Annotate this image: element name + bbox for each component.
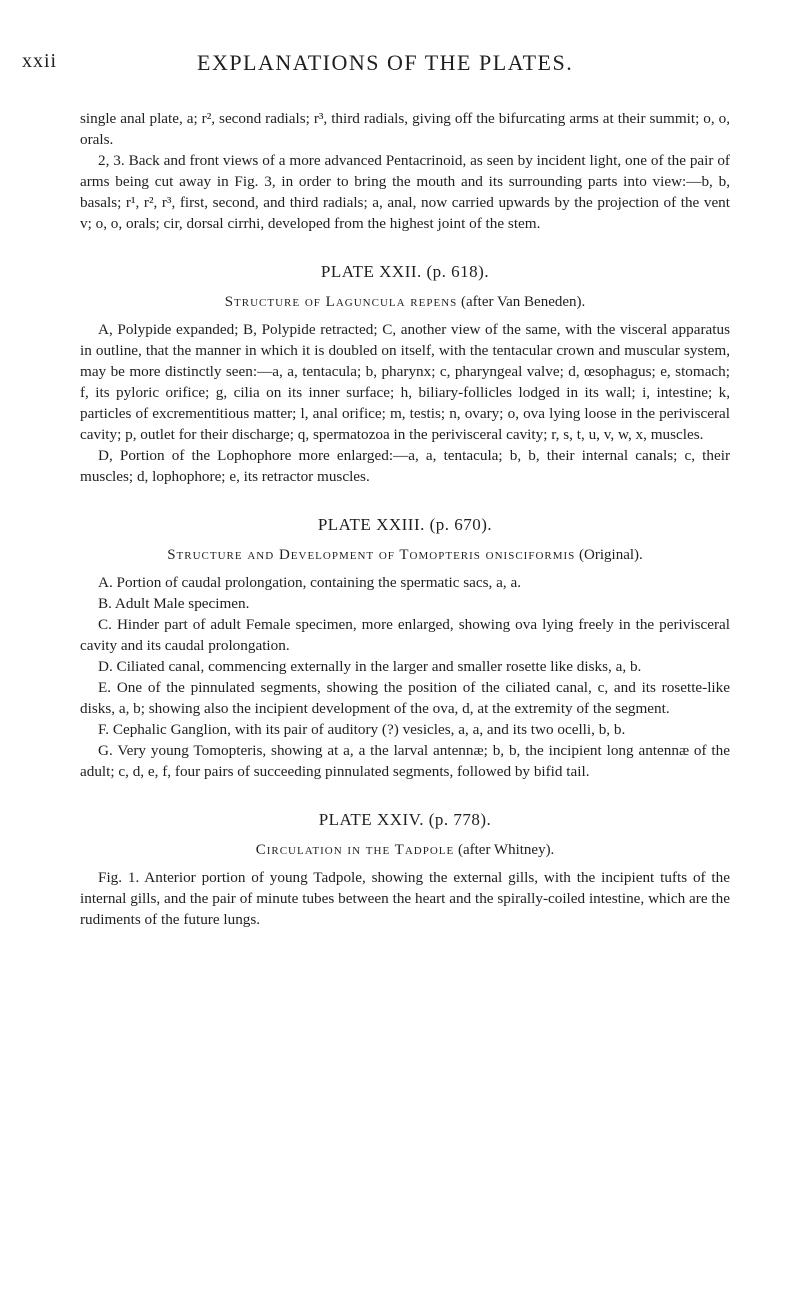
plate-xxiv-subtitle-sc: Circulation in the Tadpole	[255, 842, 455, 858]
intro-paragraph-1: single anal plate, a; r², second radials; r³, third radials, giving off the bifurcating arms at their summit; o, o, orals.	[80, 110, 730, 148]
plate-xxiii-paragraph: D. Ciliated canal, commencing externally in the larger and smaller rosette like disks, a, b.	[98, 658, 642, 675]
plate-xxiii-subtitle-credit: (Original).	[579, 547, 643, 563]
plate-xxiii-paragraph: C. Hinder part of adult Female specimen, more enlarged, showing ova lying freely in the perivisceral cavity and its caudal prolongation.	[80, 616, 730, 654]
plate-xxiv-subtitle-credit: (after Whitney).	[457, 842, 555, 858]
plate-xxii-title: PLATE XXII. (p. 618).	[320, 262, 490, 281]
plate-xxiii-subtitle-sc: Structure and Development of Tomopteris onisciformis	[167, 547, 576, 563]
folio: xxii	[22, 50, 58, 72]
running-head	[22, 50, 730, 78]
running-title: EXPLANATIONS OF THE PLATES.	[197, 50, 574, 75]
plate-xxiv-subtitle	[80, 842, 730, 859]
plate-xxii-paragraph: A, Polypide expanded; B, Polypide retracted; C, another view of the same, with the visceral apparatus in outline, that the manner in which it is doubled on itself, with the tentacular crown and muscular system, may be more distinctly seen:—a, a, tentacula; b, pharynx; c, pharyngeal valve; d, œsophagus; e, stomach; f, its pyloric orifice; g, cilia on its inner surface; h, biliary-follicles lodged in its wall; i, intestine; k, particles of excrementitious matter; l, anal orifice; m, testis; n, ovary; o, ova lying loose in the perivisceral cavity; p, outlet for their discharge; q, spermatozoa in the perivisceral cavity; r, s, t, u, v, w, x, muscles.	[80, 321, 730, 443]
plate-xxiv-title: PLATE XXIV. (p. 778).	[318, 810, 492, 829]
plate-xxii-subtitle-sc: Structure of Lagunculа repens	[224, 294, 458, 310]
plate-xxiv-paragraph: Fig. 1. Anterior portion of young Tadpole, showing the external gills, with the incipient tufts of the internal gills, and the pair of minute tubes between the heart and the spirally-coiled intestine, which are the rudiments of the future lungs.	[80, 869, 730, 928]
plate-xxiii-title: PLATE XXIII. (p. 670).	[317, 515, 493, 534]
intro-paragraph-2: 2, 3. Back and front views of a more advanced Pentacrinoid, as seen by incident light, one of the pair of arms being cut away in Fig. 3, in order to bring the mouth and its surrounding parts into view:—b, b, basals; r¹, r², r³, first, second, and third radials; a, anal, now carried upwards by the projection of the vent v; o, o, orals; cir, dorsal cirrhi, developed from the highest joint of the stem.	[80, 152, 730, 232]
page	[22, 50, 730, 930]
plate-xxii-subtitle-credit: (after Van Beneden).	[461, 294, 586, 310]
plate-xxiii-paragraph: G. Very young Tomopteris, showing at a, a the larval antennæ; b, b, the incipient long antennæ of the adult; c, d, e, f, four pairs of succeeding pinnulated segments, followed by bifid tail.	[80, 742, 730, 780]
plate-xxiii-paragraph: A. Portion of caudal prolongation, containing the spermatic sacs, a, a.	[98, 574, 522, 591]
plate-xxiii-paragraph: F. Cephalic Ganglion, with its pair of auditory (?) vesicles, a, a, and its two ocelli, b, b.	[98, 721, 626, 738]
plate-xxii-paragraph: D, Portion of the Lophophore more enlarged:—a, a, tentacula; b, b, their internal canals; c, their muscles; d, lophophore; e, its retractor muscles.	[80, 447, 730, 485]
plate-xxiii-subtitle	[80, 547, 730, 564]
plate-xxiii-paragraph: B. Adult Male specimen.	[98, 595, 250, 612]
plate-xxiii-paragraph: E. One of the pinnulated segments, showing the position of the ciliated canal, c, and its rosette-like disks, a, b; showing also the incipient development of the ova, d, at the extremity of the segment.	[80, 679, 730, 717]
plate-xxii-subtitle	[80, 294, 730, 311]
